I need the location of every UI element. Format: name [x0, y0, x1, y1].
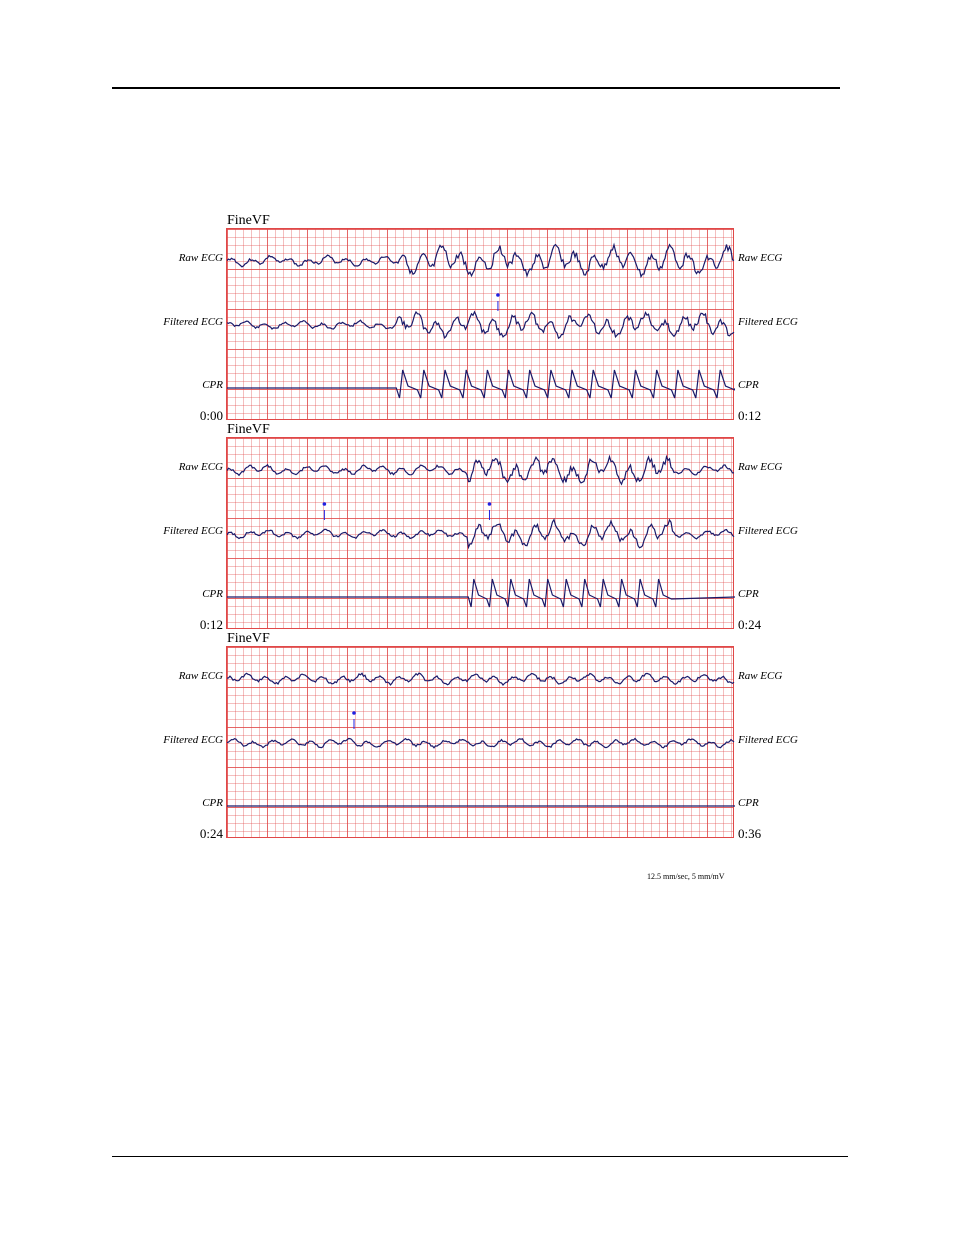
ecg-strip — [0, 631, 954, 856]
raw-label-left: Raw ECG — [178, 670, 223, 682]
cpr-label-left: CPR — [202, 797, 223, 809]
strip-title: FineVF — [227, 631, 270, 646]
end-time: 0:36 — [738, 826, 762, 841]
filtered-label-right: Filtered ECG — [738, 734, 798, 746]
filtered-label-left: Filtered ECG — [163, 525, 223, 537]
filtered-label-right: Filtered ECG — [738, 316, 798, 328]
strip-title: FineVF — [227, 213, 270, 228]
cpr-trace — [227, 579, 735, 607]
filtered-ecg-trace — [227, 520, 734, 548]
ecg-grid — [226, 646, 734, 838]
start-time: 0:00 — [199, 408, 223, 423]
start-time: 0:24 — [199, 826, 223, 841]
header-rule — [112, 87, 840, 89]
filtered-label-right: Filtered ECG — [738, 525, 798, 537]
cpr-trace — [227, 370, 735, 398]
raw-label-right: Raw ECG — [738, 461, 783, 473]
filter-marker — [352, 711, 356, 715]
cpr-label-right: CPR — [738, 379, 759, 391]
raw-ecg-trace — [227, 673, 734, 685]
filtered-ecg-trace — [227, 312, 734, 338]
scale-note: 12.5 mm/sec, 5 mm/mV — [647, 872, 725, 881]
raw-label-left: Raw ECG — [178, 252, 223, 264]
filtered-label-left: Filtered ECG — [163, 316, 223, 328]
ecg-strip — [0, 213, 954, 438]
filter-marker — [323, 502, 327, 506]
filtered-ecg-trace — [227, 739, 734, 748]
raw-label-right: Raw ECG — [738, 252, 783, 264]
ecg-traces — [227, 647, 735, 839]
cpr-label-right: CPR — [738, 797, 759, 809]
cpr-label-left: CPR — [202, 588, 223, 600]
ecg-strip — [0, 422, 954, 647]
filtered-label-left: Filtered ECG — [163, 734, 223, 746]
end-time: 0:12 — [738, 408, 762, 423]
end-time: 0:24 — [738, 617, 762, 632]
ecg-traces — [227, 229, 735, 421]
ecg-grid — [226, 228, 734, 420]
cpr-label-left: CPR — [202, 379, 223, 391]
start-time: 0:12 — [199, 617, 223, 632]
filter-marker — [496, 293, 500, 297]
raw-ecg-trace — [227, 245, 734, 277]
strip-title: FineVF — [227, 422, 270, 437]
raw-label-left: Raw ECG — [178, 461, 223, 473]
ecg-traces — [227, 438, 735, 630]
raw-label-right: Raw ECG — [738, 670, 783, 682]
filter-marker — [488, 502, 492, 506]
raw-ecg-trace — [227, 457, 734, 485]
cpr-label-right: CPR — [738, 588, 759, 600]
footer-rule — [112, 1156, 848, 1157]
ecg-grid — [226, 437, 734, 629]
